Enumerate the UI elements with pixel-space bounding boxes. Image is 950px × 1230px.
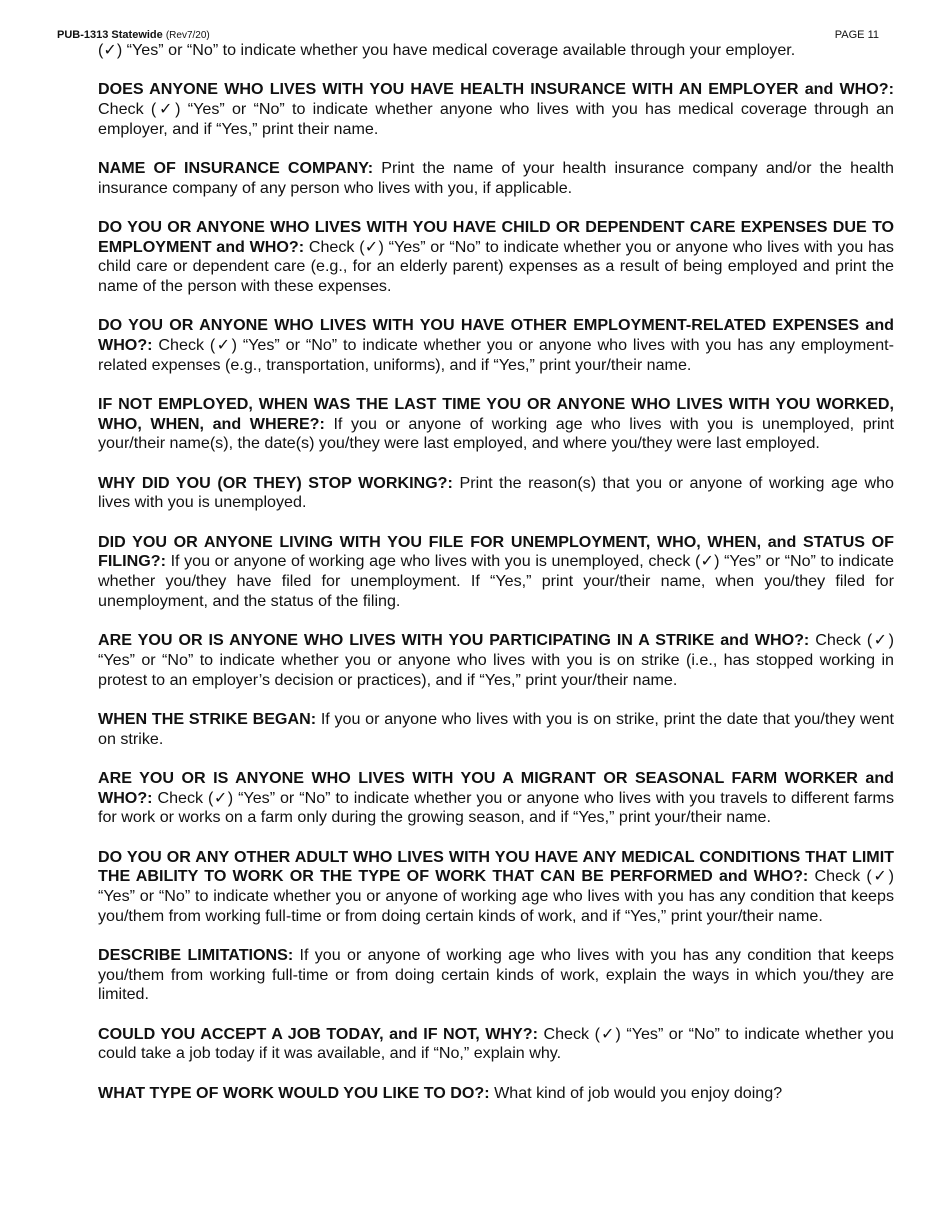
page-number: PAGE 11 <box>834 29 879 41</box>
question-instruction: Check (✓) “Yes” or “No” to indicate whether anyone who lives with you has medical coverage through an employer, and if “Yes,” print their name. <box>98 99 894 138</box>
instruction-section <box>98 1025 894 1064</box>
section-paragraph <box>98 769 894 828</box>
instruction-section <box>98 159 894 198</box>
question-instruction: What kind of job would you enjoy doing? <box>494 1083 783 1102</box>
question-heading: WHEN THE STRIKE BEGAN: <box>98 709 317 728</box>
section-paragraph <box>98 848 894 927</box>
form-revision: (Rev7/20) <box>165 30 210 41</box>
section-paragraph <box>98 710 894 749</box>
question-heading: DO YOU OR ANYONE WHO LIVES WITH YOU HAVE OTHER EMPLOYMENT-RELATED EXPENSES and WHO?: <box>98 316 894 355</box>
section-paragraph <box>98 218 894 297</box>
question-instruction: Check (✓) “Yes” or “No” to indicate whether you or anyone of working age who lives with you has any condition that keeps you/them from working full-time or from doing certain kinds of work, and if “Yes,” print your/their name. <box>98 867 894 925</box>
section-paragraph <box>98 1025 894 1064</box>
section-paragraph <box>98 474 894 513</box>
instructions-body <box>98 41 894 1123</box>
question-instruction: Check (✓) “Yes” or “No” to indicate whether you could take a job today if it was available, and if “No,” explain why. <box>98 1024 894 1063</box>
section-paragraph <box>98 631 894 690</box>
section-paragraph <box>98 946 894 1005</box>
question-heading: DID YOU OR ANYONE LIVING WITH YOU FILE FOR UNEMPLOYMENT, WHO, WHEN, and STATUS OF FILING?: <box>98 532 894 571</box>
instruction-section <box>98 80 894 139</box>
instruction-section <box>98 316 894 375</box>
question-heading: COULD YOU ACCEPT A JOB TODAY, and IF NOT, WHY?: <box>98 1024 538 1043</box>
question-instruction: Check (✓) “Yes” or “No” to indicate whether you or anyone who lives with you has any employment-related expenses (e.g., transportation, uniforms), and if “Yes,” print your/their name. <box>98 336 894 374</box>
question-instruction: Check (✓) “Yes” or “No” to indicate whether you or anyone who lives with you travels to different farms for work or works on a farm only during the growing season, and if “Yes,” print your/their name. <box>98 788 894 827</box>
question-heading: DO YOU OR ANYONE WHO LIVES WITH YOU HAVE CHILD OR DEPENDENT CARE EXPENSES DUE TO EMPLOYMENT and WHO?: <box>98 217 894 256</box>
section-paragraph <box>98 395 894 454</box>
question-instruction: If you or anyone of working age who lives with you has any condition that keeps you/them from working full-time or from doing certain kinds of work, explain the ways in which you/they are limited. <box>98 945 894 1004</box>
section-paragraph <box>98 80 894 139</box>
instruction-section <box>98 946 894 1005</box>
question-instruction: Check (✓) “Yes” or “No” to indicate whether you or anyone who lives with you has child care or dependent care (e.g., for an elderly parent) expenses as a result of being employed and print the name of the person with these expenses. <box>98 237 894 296</box>
question-instruction: If you or anyone of working age who lives with you is unemployed, check (✓) “Yes” or “No” to indicate whether you/they have filed for unemployment. If “Yes,” print your/their name, when you/they filed for unemployment, and the status of the filing. <box>98 552 894 610</box>
question-heading: IF NOT EMPLOYED, WHEN WAS THE LAST TIME YOU OR ANYONE WHO LIVES WITH YOU WORKED, WHO, WHEN, and WHERE?: <box>98 395 894 433</box>
question-instruction: If you or anyone who lives with you is on strike, print the date that you/they went on strike. <box>98 709 894 748</box>
instruction-section <box>98 769 894 828</box>
question-heading: DOES ANYONE WHO LIVES WITH YOU HAVE HEALTH INSURANCE WITH AN EMPLOYER and WHO?: <box>98 80 894 99</box>
question-heading: ARE YOU OR IS ANYONE WHO LIVES WITH YOU A MIGRANT OR SEASONAL FARM WORKER and WHO?: <box>98 768 894 807</box>
continuation-text: (✓) “Yes” or “No” to indicate whether you have medical coverage available through your employer. <box>98 41 796 59</box>
question-instruction: If you or anyone of working age who lives with you is unemployed, print your/their name(s), the date(s) you/they were last employed, and where you/they were last employed. <box>98 414 894 453</box>
instruction-section <box>98 218 894 297</box>
instruction-section <box>98 710 894 749</box>
question-heading: ARE YOU OR IS ANYONE WHO LIVES WITH YOU PARTICIPATING IN A STRIKE and WHO?: <box>98 631 810 650</box>
instruction-section <box>98 395 894 454</box>
instruction-section <box>98 533 894 612</box>
section-paragraph <box>98 159 894 198</box>
instruction-sections <box>98 80 894 1103</box>
question-heading: DESCRIBE LIMITATIONS: <box>98 945 294 964</box>
question-instruction: Print the name of your health insurance company and/or the health insurance company of any person who lives with you, if applicable. <box>98 158 894 197</box>
section-paragraph <box>98 316 894 375</box>
instruction-section <box>98 848 894 927</box>
section-paragraph <box>98 1084 894 1104</box>
section-paragraph <box>98 533 894 612</box>
question-heading: DO YOU OR ANY OTHER ADULT WHO LIVES WITH YOU HAVE ANY MEDICAL CONDITIONS THAT LIMIT THE ABILITY TO WORK OR THE TYPE OF WORK THAT CAN BE PERFORMED and WHO?: <box>98 847 894 886</box>
question-instruction: Print the reason(s) that you or anyone of working age who lives with you is unemployed. <box>98 473 894 512</box>
instruction-section <box>98 1084 894 1104</box>
instruction-section <box>98 474 894 513</box>
instruction-section <box>98 631 894 690</box>
form-id: PUB-1313 Statewide <box>57 29 163 41</box>
question-heading: WHAT TYPE OF WORK WOULD YOU LIKE TO DO?: <box>98 1083 490 1102</box>
question-heading: WHY DID YOU (OR THEY) STOP WORKING?: <box>98 473 453 492</box>
question-heading: NAME OF INSURANCE COMPANY: <box>98 158 374 177</box>
question-instruction: Check (✓) “Yes” or “No” to indicate whether you or anyone who lives with you is on strike (i.e., has stopped working in protest to an employer’s decision or practices), and if “Yes,” print your/their name. <box>98 631 894 689</box>
